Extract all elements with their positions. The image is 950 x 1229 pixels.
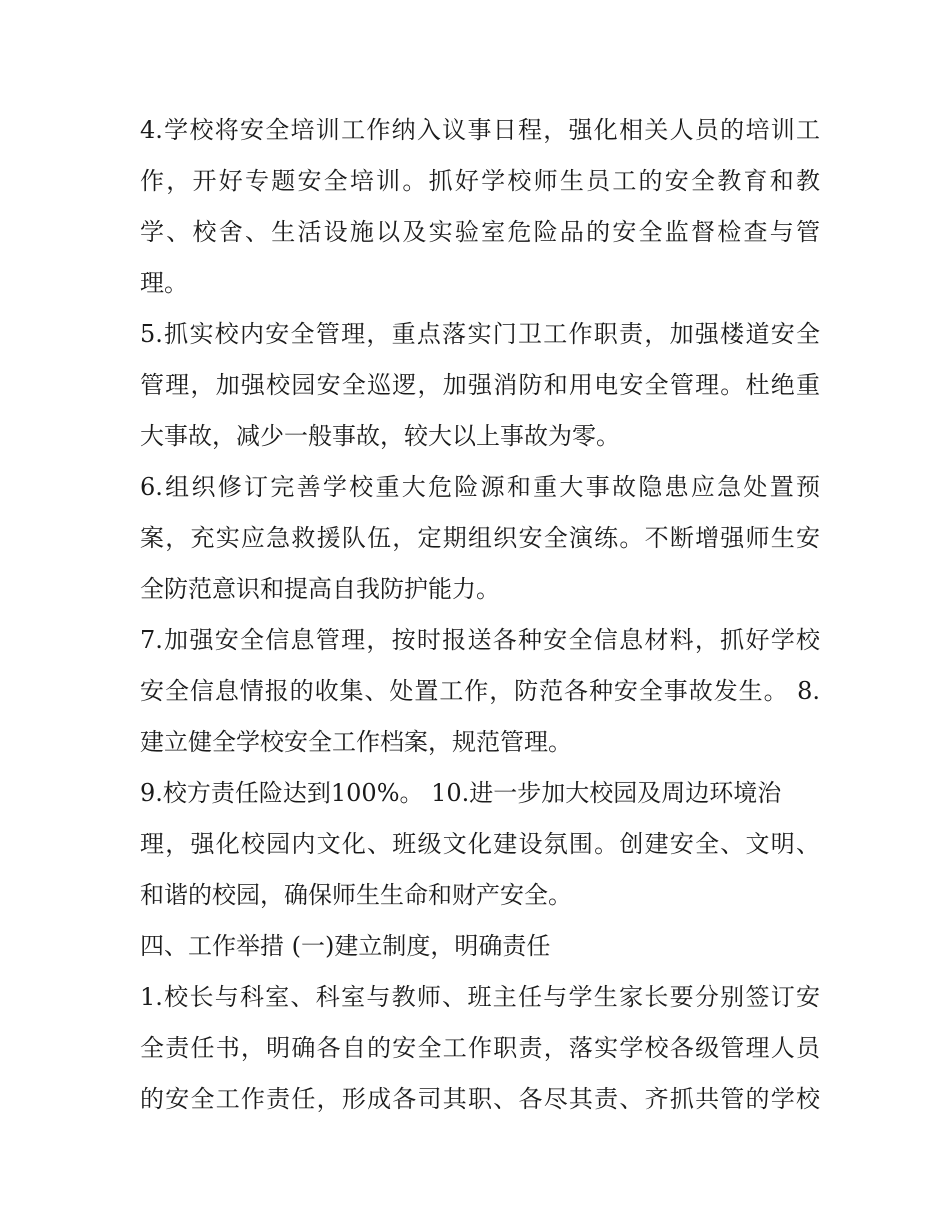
- text-line: 管理，加强校园安全巡逻，加强消防和用电安全管理。杜绝重: [140, 371, 820, 399]
- text-line: 安全信息情报的收集、处置工作，防范各种安全事故发生。 8.: [140, 677, 820, 705]
- text-line: 案，充实应急救援队伍，定期组织安全演练。不断增强师生安: [140, 524, 820, 552]
- text-line: 理。: [140, 269, 188, 297]
- text-line: 学、校舍、生活设施以及实验室危险品的安全监督检查与管: [140, 218, 820, 246]
- text-line: 4.学校将安全培训工作纳入议事日程，强化相关人员的培训工: [140, 116, 820, 144]
- section-heading: 四、工作举措 (一)建立制度，明确责任: [140, 932, 551, 960]
- text-line: 建立健全学校安全工作档案，规范管理。: [140, 728, 572, 756]
- text-line: 7.加强安全信息管理，按时报送各种安全信息材料，抓好学校: [140, 626, 820, 654]
- text-line: 5.抓实校内安全管理，重点落实门卫工作职责，加强楼道安全: [140, 320, 820, 348]
- text-line: 理，强化校园内文化、班级文化建设氛围。创建安全、文明、: [140, 830, 820, 858]
- text-line: 1.校长与科室、科室与教师、班主任与学生家长要分别签订安: [140, 983, 820, 1011]
- text-line: 和谐的校园，确保师生生命和财产安全。: [140, 881, 572, 909]
- text-line: 全责任书，明确各自的安全工作职责，落实学校各级管理人员: [140, 1034, 820, 1062]
- text-line: 作，开好专题安全培训。抓好学校师生员工的安全教育和教: [140, 167, 820, 195]
- text-line: 全防范意识和提高自我防护能力。: [140, 575, 500, 603]
- text-line: 的安全工作责任，形成各司其职、各尽其责、齐抓共管的学校: [140, 1085, 820, 1113]
- text-line: 6.组织修订完善学校重大危险源和重大事故隐患应急处置预: [140, 473, 820, 501]
- text-line: 9.校方责任险达到100%。 10.进一步加大校园及周边环境治: [140, 779, 782, 807]
- text-line: 大事故，减少一般事故，较大以上事故为零。: [140, 422, 620, 450]
